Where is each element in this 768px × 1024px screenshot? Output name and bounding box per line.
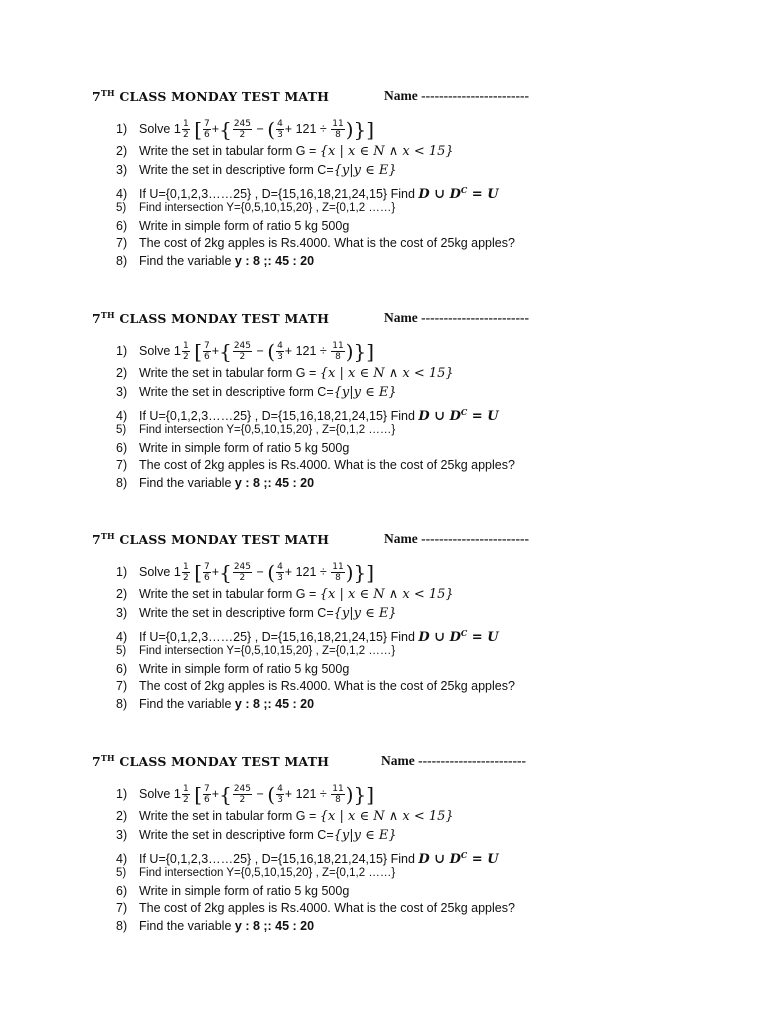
- question-7: 7) The cost of 2kg apples is Rs.4000. What is the cost of 25kg apples?: [116, 236, 515, 250]
- name-field-label: Name ------------------------: [381, 753, 527, 768]
- question-2: 2) Write the set in tabular form G = {x | x ∈ N ∧ x < 15}: [116, 809, 454, 824]
- question-4: 4) If U={0,1,2,3……25} , D={15,16,18,21,24,15} Find D ∪ $D^C = U$: [116, 185, 499, 203]
- question-3: 3) Write the set in descriptive form C={y|y ∈ E}: [116, 606, 397, 621]
- question-7: 7) The cost of 2kg apples is Rs.4000. What is the cost of 25kg apples?: [116, 679, 515, 693]
- question-2: 2) Write the set in tabular form G = {x | x ∈ N ∧ x < 15}: [116, 144, 454, 159]
- name-field-label: Name ------------------------: [384, 88, 530, 103]
- question-1: 1) Solve 1 $\frac{1}{2}$ [ $\frac{7}{6}$ +{ $\frac{245}{2}$ − ( $\frac{4}{3}$ + 121 ÷ $\frac{11}{8}$ )}]: [116, 782, 375, 807]
- test-header: [92, 310, 552, 330]
- name-field-label: Name ------------------------: [384, 531, 530, 546]
- question-8: 8) Find the variable y : 8 ;: 45 : 20: [116, 919, 315, 933]
- question-1: 1) Solve 1 $\frac{1}{2}$ [ $\frac{7}{6}$ +{ $\frac{245}{2}$ − ( $\frac{4}{3}$ + 121 ÷ $\frac{11}{8}$ )}]: [116, 117, 375, 142]
- question-5: 5) Find intersection Y={0,5,10,15,20} , Z={0,1,2 ……}: [116, 867, 396, 879]
- question-5: 5) Find intersection Y={0,5,10,15,20} , Z={0,1,2 ……}: [116, 424, 396, 436]
- question-6: 6) Write in simple form of ratio 5 kg 500g: [116, 219, 350, 233]
- test-title: 7TH CLASS MONDAY TEST MATH: [92, 531, 330, 547]
- question-3: 3) Write the set in descriptive form C={y|y ∈ E}: [116, 385, 397, 400]
- test-header: [92, 88, 552, 108]
- question-4: 4) If U={0,1,2,3……25} , D={15,16,18,21,24,15} Find D ∪ $D^C = U$: [116, 407, 499, 425]
- question-7: 7) The cost of 2kg apples is Rs.4000. What is the cost of 25kg apples?: [116, 458, 515, 472]
- test-title: 7TH CLASS MONDAY TEST MATH: [92, 753, 330, 769]
- question-4: 4) If U={0,1,2,3……25} , D={15,16,18,21,24,15} Find D ∪ $D^C = U$: [116, 628, 499, 646]
- question-5: 5) Find intersection Y={0,5,10,15,20} , Z={0,1,2 ……}: [116, 645, 396, 657]
- question-6: 6) Write in simple form of ratio 5 kg 500g: [116, 441, 350, 455]
- question-3: 3) Write the set in descriptive form C={y|y ∈ E}: [116, 163, 397, 178]
- name-field-label: Name ------------------------: [384, 310, 530, 325]
- question-8: 8) Find the variable y : 8 ;: 45 : 20: [116, 697, 315, 711]
- test-title: 7TH CLASS MONDAY TEST MATH: [92, 88, 330, 104]
- test-title: 7TH CLASS MONDAY TEST MATH: [92, 310, 330, 326]
- question-6: 6) Write in simple form of ratio 5 kg 500g: [116, 884, 350, 898]
- question-2: 2) Write the set in tabular form G = {x | x ∈ N ∧ x < 15}: [116, 366, 454, 381]
- question-8: 8) Find the variable y : 8 ;: 45 : 20: [116, 476, 315, 490]
- test-header: [92, 531, 552, 551]
- question-4: 4) If U={0,1,2,3……25} , D={15,16,18,21,24,15} Find D ∪ $D^C = U$: [116, 850, 499, 868]
- question-7: 7) The cost of 2kg apples is Rs.4000. What is the cost of 25kg apples?: [116, 901, 515, 915]
- test-header: [92, 753, 552, 773]
- question-2: 2) Write the set in tabular form G = {x | x ∈ N ∧ x < 15}: [116, 587, 454, 602]
- question-1: 1) Solve 1 $\frac{1}{2}$ [ $\frac{7}{6}$ +{ $\frac{245}{2}$ − ( $\frac{4}{3}$ + 121 ÷ $\frac{11}{8}$ )}]: [116, 339, 375, 364]
- question-8: 8) Find the variable y : 8 ;: 45 : 20: [116, 254, 315, 268]
- question-1: 1) Solve 1 $\frac{1}{2}$ [ $\frac{7}{6}$ +{ $\frac{245}{2}$ − ( $\frac{4}{3}$ + 121 ÷ $\frac{11}{8}$ )}]: [116, 560, 375, 585]
- question-6: 6) Write in simple form of ratio 5 kg 500g: [116, 662, 350, 676]
- question-3: 3) Write the set in descriptive form C={y|y ∈ E}: [116, 828, 397, 843]
- question-5: 5) Find intersection Y={0,5,10,15,20} , Z={0,1,2 ……}: [116, 202, 396, 214]
